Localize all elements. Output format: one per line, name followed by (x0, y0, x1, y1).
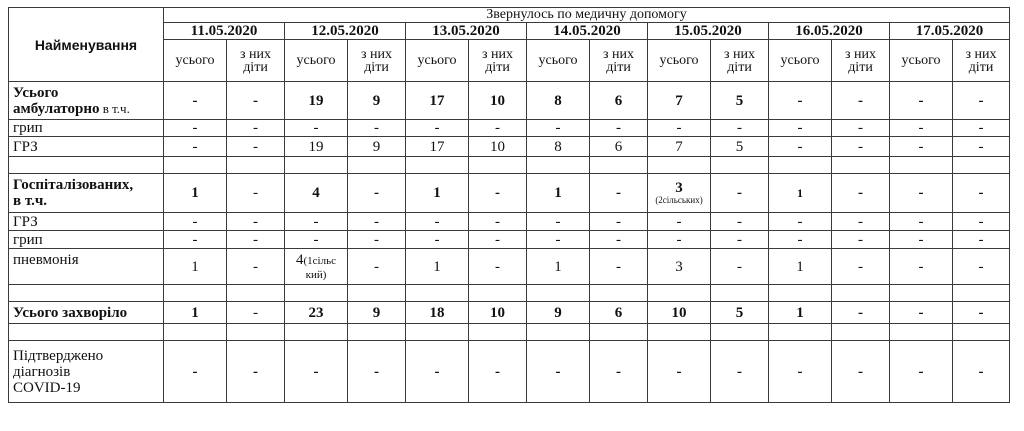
cell: - (953, 231, 1010, 249)
subheader-children: з них діти (348, 40, 406, 82)
date-header: 11.05.2020 (164, 23, 285, 40)
cell: 9 (348, 82, 406, 120)
cell-note: кий) (305, 268, 327, 281)
cell: - (527, 213, 590, 231)
cell: 5 (711, 302, 769, 324)
cell: 9 (348, 302, 406, 324)
cell: - (348, 249, 406, 285)
cell: 19 (285, 82, 348, 120)
cell: - (769, 82, 832, 120)
cell: - (769, 231, 832, 249)
cell: - (590, 213, 648, 231)
cell: - (469, 174, 527, 213)
cell: - (890, 231, 953, 249)
cell: 6 (590, 302, 648, 324)
cell: - (590, 231, 648, 249)
cell: - (953, 137, 1010, 157)
cell: 1 (164, 249, 227, 285)
cell: - (227, 137, 285, 157)
row-label: Підтверджено діагнозів COVID-19 (9, 341, 164, 403)
date-header: 12.05.2020 (285, 23, 406, 40)
cell: - (648, 120, 711, 137)
cell: 1 (769, 302, 832, 324)
cell: - (953, 302, 1010, 324)
date-header: 14.05.2020 (527, 23, 648, 40)
cell: - (890, 249, 953, 285)
cell: - (164, 213, 227, 231)
cell: - (890, 137, 953, 157)
cell: 1 (527, 249, 590, 285)
cell: - (227, 213, 285, 231)
row-label: грип (9, 231, 164, 249)
row-hospitalized (9, 174, 1010, 213)
cell: - (648, 213, 711, 231)
cell: - (469, 341, 527, 403)
subheader-total: усього (285, 40, 348, 82)
cell: - (711, 213, 769, 231)
name-column-header: Найменування (9, 8, 164, 82)
cell: - (832, 249, 890, 285)
row-flu (9, 120, 1010, 137)
row-label: Усього захворіло (9, 302, 164, 324)
cell: - (769, 341, 832, 403)
cell: - (832, 120, 890, 137)
cell: - (890, 82, 953, 120)
cell: - (348, 341, 406, 403)
cell: - (832, 231, 890, 249)
cell: - (590, 249, 648, 285)
cell: - (953, 120, 1010, 137)
spacer-row (9, 157, 1010, 174)
cell: - (832, 82, 890, 120)
subheader-total: усього (890, 40, 953, 82)
cell: - (348, 120, 406, 137)
cell: - (953, 82, 1010, 120)
date-header: 15.05.2020 (648, 23, 769, 40)
cell: - (406, 213, 469, 231)
cell: 5 (711, 137, 769, 157)
cell: - (769, 120, 832, 137)
cell: 1 (164, 174, 227, 213)
cell: 10 (648, 302, 711, 324)
cell: 5 (711, 82, 769, 120)
subheader-children: з них діти (711, 40, 769, 82)
cell: 1 (164, 302, 227, 324)
cell: - (469, 120, 527, 137)
cell: - (227, 302, 285, 324)
cell: 17 (406, 82, 469, 120)
covid-report-table (8, 7, 1010, 403)
subheader-total: усього (406, 40, 469, 82)
cell: 7 (648, 137, 711, 157)
cell: - (953, 249, 1010, 285)
cell: - (469, 249, 527, 285)
date-header: 16.05.2020 (769, 23, 890, 40)
row-flu-hosp (9, 231, 1010, 249)
subheader-children: з них діти (832, 40, 890, 82)
cell: - (527, 120, 590, 137)
cell-note: (1сільс (303, 254, 336, 267)
cell: 1 (406, 174, 469, 213)
cell: 18 (406, 302, 469, 324)
cell: - (711, 231, 769, 249)
cell: - (227, 249, 285, 285)
row-label: Госпіталізованих, в т.ч. (9, 174, 164, 213)
subheader-children: з них діти (590, 40, 648, 82)
row-covid-confirmed (9, 341, 1010, 403)
cell: 10 (469, 82, 527, 120)
cell: 9 (527, 302, 590, 324)
cell: - (953, 174, 1010, 213)
cell: - (227, 174, 285, 213)
cell: 1 (769, 249, 832, 285)
row-ari-hosp (9, 213, 1010, 231)
spacer-row (9, 324, 1010, 341)
cell: - (953, 341, 1010, 403)
cell: - (285, 213, 348, 231)
row-pneumonia (9, 249, 1010, 285)
cell: 1 (406, 249, 469, 285)
row-label: пневмонія (9, 249, 164, 285)
cell: - (527, 341, 590, 403)
cell: 8 (527, 137, 590, 157)
cell: - (590, 120, 648, 137)
cell: 10 (469, 137, 527, 157)
cell: - (832, 341, 890, 403)
cell: - (285, 341, 348, 403)
subheader-total: усього (648, 40, 711, 82)
cell: - (406, 341, 469, 403)
cell: 17 (406, 137, 469, 157)
subheader-total: усього (769, 40, 832, 82)
cell: - (406, 120, 469, 137)
cell: 1 (769, 174, 832, 213)
cell: - (348, 231, 406, 249)
cell: - (590, 174, 648, 213)
cell: - (832, 302, 890, 324)
cell: 6 (590, 82, 648, 120)
cell: - (711, 341, 769, 403)
header-row-super (9, 8, 1010, 23)
cell: 6 (590, 137, 648, 157)
cell: - (590, 341, 648, 403)
cell: - (469, 213, 527, 231)
cell: - (348, 174, 406, 213)
cell: - (164, 137, 227, 157)
row-label: ГРЗ (9, 137, 164, 157)
subheader-children: з них діти (227, 40, 285, 82)
date-header: 17.05.2020 (890, 23, 1010, 40)
subheader-children: з них діти (953, 40, 1010, 82)
row-label: ГРЗ (9, 213, 164, 231)
cell: - (711, 120, 769, 137)
cell: - (648, 231, 711, 249)
cell: - (348, 213, 406, 231)
cell: - (285, 231, 348, 249)
cell: - (832, 213, 890, 231)
row-label: Усього амбулаторно в т.ч. (9, 82, 164, 120)
cell-note: (2сільських) (655, 195, 703, 205)
cell: - (164, 82, 227, 120)
cell: - (890, 174, 953, 213)
cell: - (953, 213, 1010, 231)
subheader-total: усього (527, 40, 590, 82)
cell: 8 (527, 82, 590, 120)
row-label: грип (9, 120, 164, 137)
cell: 10 (469, 302, 527, 324)
cell: - (227, 82, 285, 120)
cell: - (769, 137, 832, 157)
row-ambulatory-total (9, 82, 1010, 120)
cell: - (648, 341, 711, 403)
cell: - (711, 174, 769, 213)
row-total-ill (9, 302, 1010, 324)
cell: - (890, 302, 953, 324)
cell: - (527, 231, 590, 249)
cell: 1 (527, 174, 590, 213)
date-header: 13.05.2020 (406, 23, 527, 40)
cell: - (890, 341, 953, 403)
cell: - (164, 120, 227, 137)
cell: 7 (648, 82, 711, 120)
cell: - (227, 120, 285, 137)
cell: - (832, 174, 890, 213)
cell: - (164, 341, 227, 403)
cell: - (227, 231, 285, 249)
visits-super-header: Звернулось по медичну допомогу (164, 8, 1010, 23)
cell: 3 (2сільських) (648, 174, 711, 213)
cell: 4(1сільс кий) (285, 249, 348, 285)
cell: - (164, 231, 227, 249)
cell: 4 (285, 174, 348, 213)
cell: - (469, 231, 527, 249)
cell: 23 (285, 302, 348, 324)
cell: - (890, 213, 953, 231)
cell: 9 (348, 137, 406, 157)
cell: - (285, 120, 348, 137)
subheader-children: з них діти (469, 40, 527, 82)
cell: - (832, 137, 890, 157)
cell: 19 (285, 137, 348, 157)
subheader-total: усього (164, 40, 227, 82)
cell: - (769, 213, 832, 231)
cell: - (227, 341, 285, 403)
cell: 3 (648, 249, 711, 285)
spacer-row (9, 285, 1010, 302)
row-ari (9, 137, 1010, 157)
cell: - (406, 231, 469, 249)
cell: - (890, 120, 953, 137)
cell: - (711, 249, 769, 285)
